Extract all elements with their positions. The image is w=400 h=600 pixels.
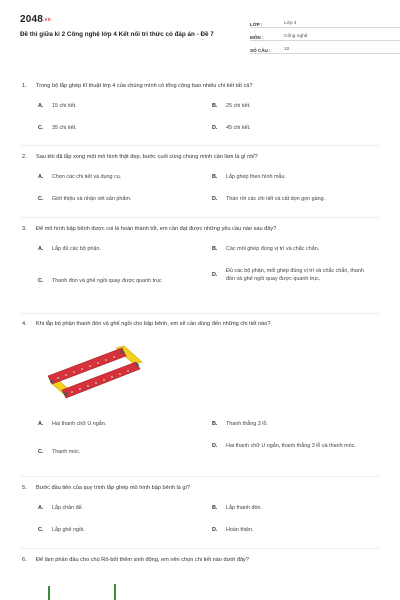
option-text: Chọn các chi tiết và dụng cụ.: [52, 174, 122, 180]
option-label: C.: [38, 278, 44, 284]
option-label: A.: [38, 174, 44, 180]
option-a[interactable]: [38, 420, 198, 428]
option-text: Hoàn thiện.: [226, 527, 254, 533]
option-b[interactable]: [212, 420, 380, 428]
option-d[interactable]: [212, 442, 380, 450]
option-label: B.: [212, 103, 218, 109]
option-d[interactable]: [212, 124, 380, 132]
option-label: A.: [38, 246, 44, 252]
option-label: C.: [38, 125, 44, 131]
meta-label: SỐ CÂU :: [250, 48, 271, 53]
divider: [20, 145, 380, 146]
question-text: Khi lắp bộ phận thanh đòn và ghế ngồi cho bập bênh, em sẽ cần dùng đến những chi tiết nào?: [36, 321, 271, 327]
green-rod-right: [114, 584, 116, 600]
option-text: Hai thanh chữ U ngắn, thanh thẳng 3 lỗ và thanh móc.: [226, 443, 356, 449]
option-text: Lắp đủ các bộ phận.: [52, 246, 101, 252]
meta-value: Lớp 4: [284, 21, 297, 26]
document-meta: [250, 16, 400, 55]
answer-options: [22, 245, 382, 301]
divider: [20, 217, 380, 218]
option-text: 45 chi tiết.: [226, 125, 251, 131]
question-number: 5.: [22, 485, 27, 491]
question-3: [22, 225, 382, 301]
logo-main: 2048: [20, 14, 44, 25]
option-b[interactable]: [212, 173, 380, 181]
question-text: Để làm phần đầu cho chú Rô-bốt thêm sinh động, em nên chọn chi tiết nào dưới đây?: [36, 557, 249, 563]
option-label: D.: [212, 125, 218, 131]
option-label: D.: [212, 443, 218, 449]
question-1: [22, 82, 382, 138]
seesaw-bar-illustration: [44, 336, 148, 406]
option-text: Các mối ghép đúng vị trí và chắc chắn.: [226, 246, 320, 252]
meta-label: LỚP :: [250, 22, 263, 27]
answer-options: [22, 102, 382, 138]
option-text: Thanh móc.: [52, 449, 81, 455]
option-b[interactable]: [212, 245, 380, 253]
meta-value: Công nghệ: [284, 34, 308, 39]
green-rod-left: [48, 586, 50, 600]
question-5: [22, 484, 382, 540]
option-d[interactable]: [212, 526, 380, 534]
question-4: [22, 320, 382, 328]
robot-part-illustration: [40, 582, 120, 600]
option-label: D.: [212, 272, 218, 278]
option-text: Lắp chân đế.: [52, 505, 84, 511]
divider: [20, 313, 380, 314]
option-text: Hai thanh chữ U ngắn.: [52, 421, 107, 427]
option-text: Lắp thanh đòn.: [226, 505, 262, 511]
question-text: Để mô hình bập bênh được coi là hoàn thành tốt, em cần đạt được những yêu cầu nào sau đây?: [36, 226, 277, 232]
option-label: B.: [212, 246, 218, 252]
site-logo[interactable]: [20, 14, 51, 25]
option-label: A.: [38, 505, 44, 511]
option-text: Đủ các bộ phận, mối ghép đúng vị trí và chắc chắn, thanh đòn và ghế ngồi quay được quanh trục.: [226, 268, 364, 282]
option-b[interactable]: [212, 102, 380, 110]
question-6: [22, 556, 382, 564]
question-4-options: [22, 414, 382, 460]
meta-value: 10: [284, 47, 290, 52]
option-text: Lắp ghép theo hình mẫu.: [226, 174, 286, 180]
question-number: 6.: [22, 557, 27, 563]
option-c[interactable]: [38, 195, 198, 203]
meta-row-grade: [250, 16, 400, 28]
question-text: Trong bộ lắp ghép kĩ thuật lớp 4 của chúng mình có tổng cộng bao nhiêu chi tiết tất cả?: [36, 83, 253, 89]
option-label: B.: [212, 421, 218, 427]
answer-options: [22, 173, 382, 209]
answer-options: [22, 414, 382, 460]
option-c[interactable]: [38, 124, 198, 132]
answer-options: [22, 504, 382, 540]
question-number: 4.: [22, 321, 27, 327]
option-a[interactable]: [38, 504, 198, 512]
option-label: C.: [38, 449, 44, 455]
meta-label: MÔN :: [250, 35, 264, 40]
divider: [20, 548, 380, 549]
option-text: Giới thiệu và nhận xét sản phẩm.: [52, 196, 132, 202]
option-text: Thanh đòn và ghế ngồi quay được quanh trục: [52, 278, 162, 284]
option-label: A.: [38, 421, 44, 427]
divider: [20, 476, 380, 477]
question-number: 1.: [22, 83, 27, 89]
question-number: 3.: [22, 226, 27, 232]
option-text: 35 chi tiết.: [52, 125, 77, 131]
option-d[interactable]: [212, 267, 380, 283]
option-a[interactable]: [38, 102, 198, 110]
option-text: 15 chi tiết.: [52, 103, 77, 109]
option-text: 25 chi tiết.: [226, 103, 251, 109]
option-b[interactable]: [212, 504, 380, 512]
meta-row-count: [250, 42, 400, 54]
option-label: C.: [38, 527, 44, 533]
option-text: Tháo rời các chi tiết và cất dọn gọn gàng.: [226, 196, 326, 202]
question-text: Sau khi đã lắp xong một mô hình thật đẹp, bước cuối cùng chúng mình cần làm là gì nhỉ?: [36, 154, 258, 160]
logo-suffix: .vn: [43, 17, 51, 23]
option-label: C.: [38, 196, 44, 202]
option-a[interactable]: [38, 245, 198, 253]
option-text: Lắp ghế ngồi.: [52, 527, 85, 533]
option-c[interactable]: [38, 526, 198, 534]
option-label: A.: [38, 103, 44, 109]
option-text: Thanh thẳng 3 lỗ.: [226, 421, 268, 427]
meta-row-subject: [250, 29, 400, 41]
document-header: [20, 14, 380, 56]
option-label: B.: [212, 505, 218, 511]
document-title: Đề thi giữa kì 2 Công nghệ lớp 4 Kết nối tri thức có đáp án - Đề 7: [20, 31, 214, 38]
question-number: 2.: [22, 154, 27, 160]
question-text: Bước đầu tiên của quy trình lắp ghép mô hình bập bênh là gì?: [36, 485, 191, 491]
option-label: D.: [212, 196, 218, 202]
option-d[interactable]: [212, 195, 380, 203]
question-2: [22, 153, 382, 209]
option-a[interactable]: [38, 173, 198, 181]
option-c[interactable]: [38, 448, 198, 456]
option-c[interactable]: [38, 273, 206, 289]
option-label: B.: [212, 174, 218, 180]
option-label: D.: [212, 527, 218, 533]
